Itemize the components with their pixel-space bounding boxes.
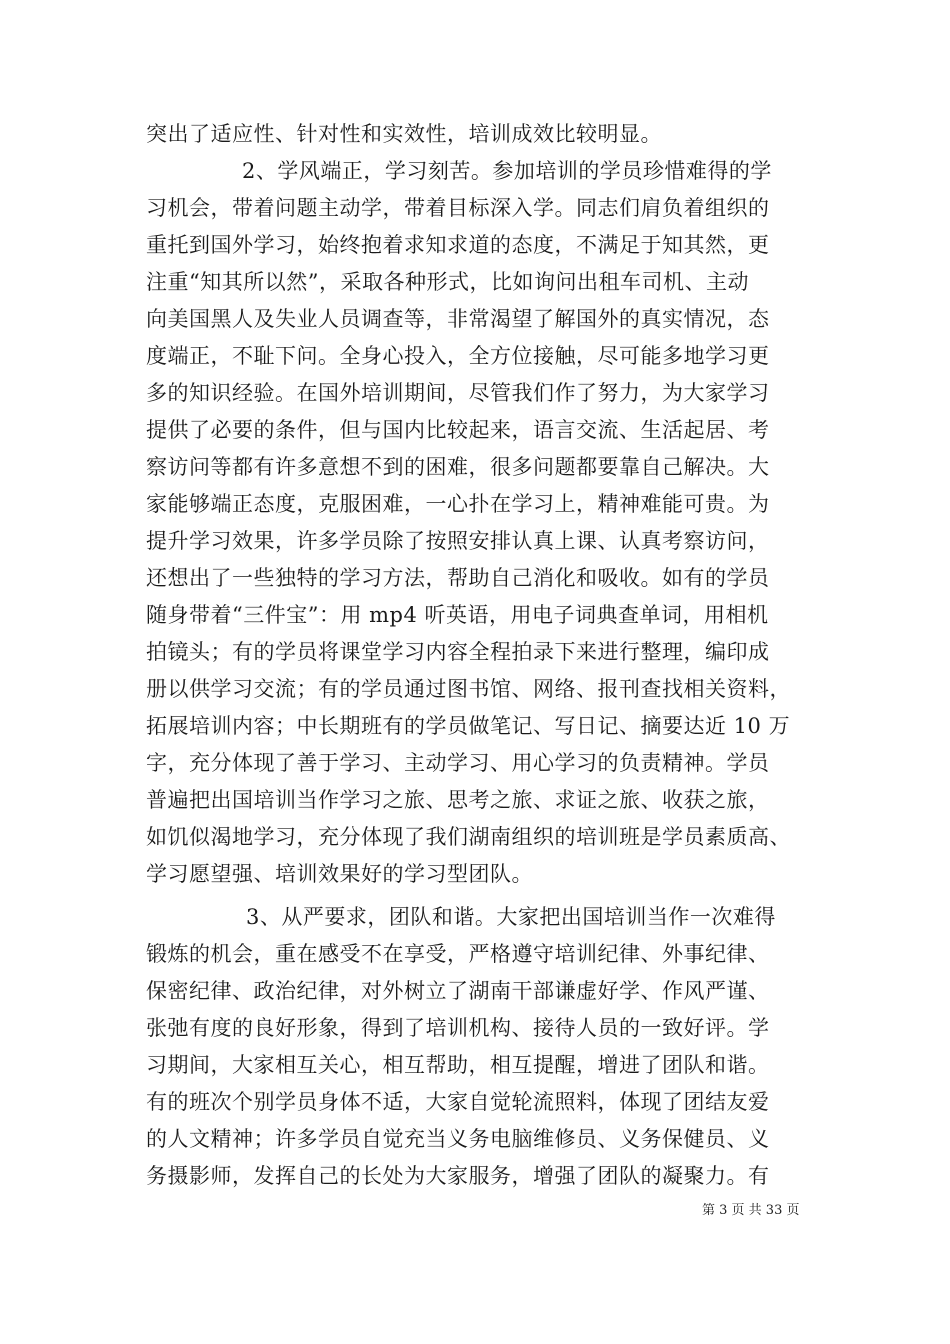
text-line: 普遍把出国培训当作学习之旅、思考之旅、求证之旅、收获之旅， [146,788,770,812]
text-line: 提供了必要的条件，但与国内比较起来，语言交流、生活起居、考 [146,418,770,442]
document-body [146,116,810,1195]
text-line: 张弛有度的良好形象，得到了培训机构、接待人员的一致好评。学 [146,1016,770,1040]
text-line: 重托到国外学习，始终抱着求知求道的态度，不满足于知其然，更 [146,233,770,257]
text-line: 如饥似渴地学习，充分体现了我们湖南组织的培训班是学员素质高、 [146,825,791,849]
text-line: 度端正，不耻下问。全身心投入，全方位接触，尽可能多地学习更 [146,344,770,368]
text-line: 拓展培训内容；中长期班有的学员做笔记、写日记、摘要达近 10 万 [146,714,791,738]
page-number-footer: 第 3 页 共 33 页 [702,1203,800,1218]
text-line: 字，充分体现了善于学习、主动学习、用心学习的负责精神。学员 [146,751,770,775]
text-line: 习期间，大家相互关心，相互帮助，相互提醒，增进了团队和谐。 [146,1053,770,1077]
text-line: 学习愿望强、培训效果好的学习型团队。 [146,862,533,886]
text-line: 务摄影师，发挥自己的长处为大家服务，增强了团队的凝聚力。有 [146,1164,770,1188]
text-line: 向美国黑人及失业人员调查等，非常渴望了解国外的真实情况，态 [146,307,770,331]
text-line: 注重“知其所以然”，采取各种形式，比如询问出租车司机、主动 [146,270,749,294]
paragraph-2-start: 2、学风端正，学习刻苦。参加培训的学员珍惜难得的学 [242,159,772,183]
text-line: 保密纪律、政治纪律，对外树立了湖南干部谦虚好学、作风严谨、 [146,979,770,1003]
text-line: 锻炼的机会，重在感受不在享受，严格遵守培训纪律、外事纪律、 [146,942,770,966]
text-line: 的人文精神；许多学员自觉充当义务电脑维修员、义务保健员、义 [146,1127,770,1151]
text-line: 察访问等都有许多意想不到的困难，很多问题都要靠自己解决。大 [146,455,770,479]
text-line: 册以供学习交流；有的学员通过图书馆、网络、报刊查找相关资料， [146,677,791,701]
text-line: 有的班次个别学员身体不适，大家自觉轮流照料，体现了团结友爱 [146,1090,770,1114]
text-line: 提升学习效果，许多学员除了按照安排认真上课、认真考察访问， [146,529,770,553]
text-line: 多的知识经验。在国外培训期间，尽管我们作了努力，为大家学习 [146,381,770,405]
text-line: 随身带着“三件宝”：用 mp4 听英语，用电子词典查单词，用相机 [146,603,769,627]
text-line: 家能够端正态度，克服困难，一心扑在学习上，精神难能可贵。为 [146,492,770,516]
text-line: 习机会，带着问题主动学，带着目标深入学。同志们肩负着组织的 [146,196,770,220]
text-line: 拍镜头；有的学员将课堂学习内容全程拍录下来进行整理，编印成 [146,640,770,664]
text-line: 还想出了一些独特的学习方法，帮助自己消化和吸收。如有的学员 [146,566,770,590]
paragraph-3-start: 3、从严要求，团队和谐。大家把出国培训当作一次难得 [246,905,776,929]
text-line: 突出了适应性、针对性和实效性，培训成效比较明显。 [146,122,662,146]
